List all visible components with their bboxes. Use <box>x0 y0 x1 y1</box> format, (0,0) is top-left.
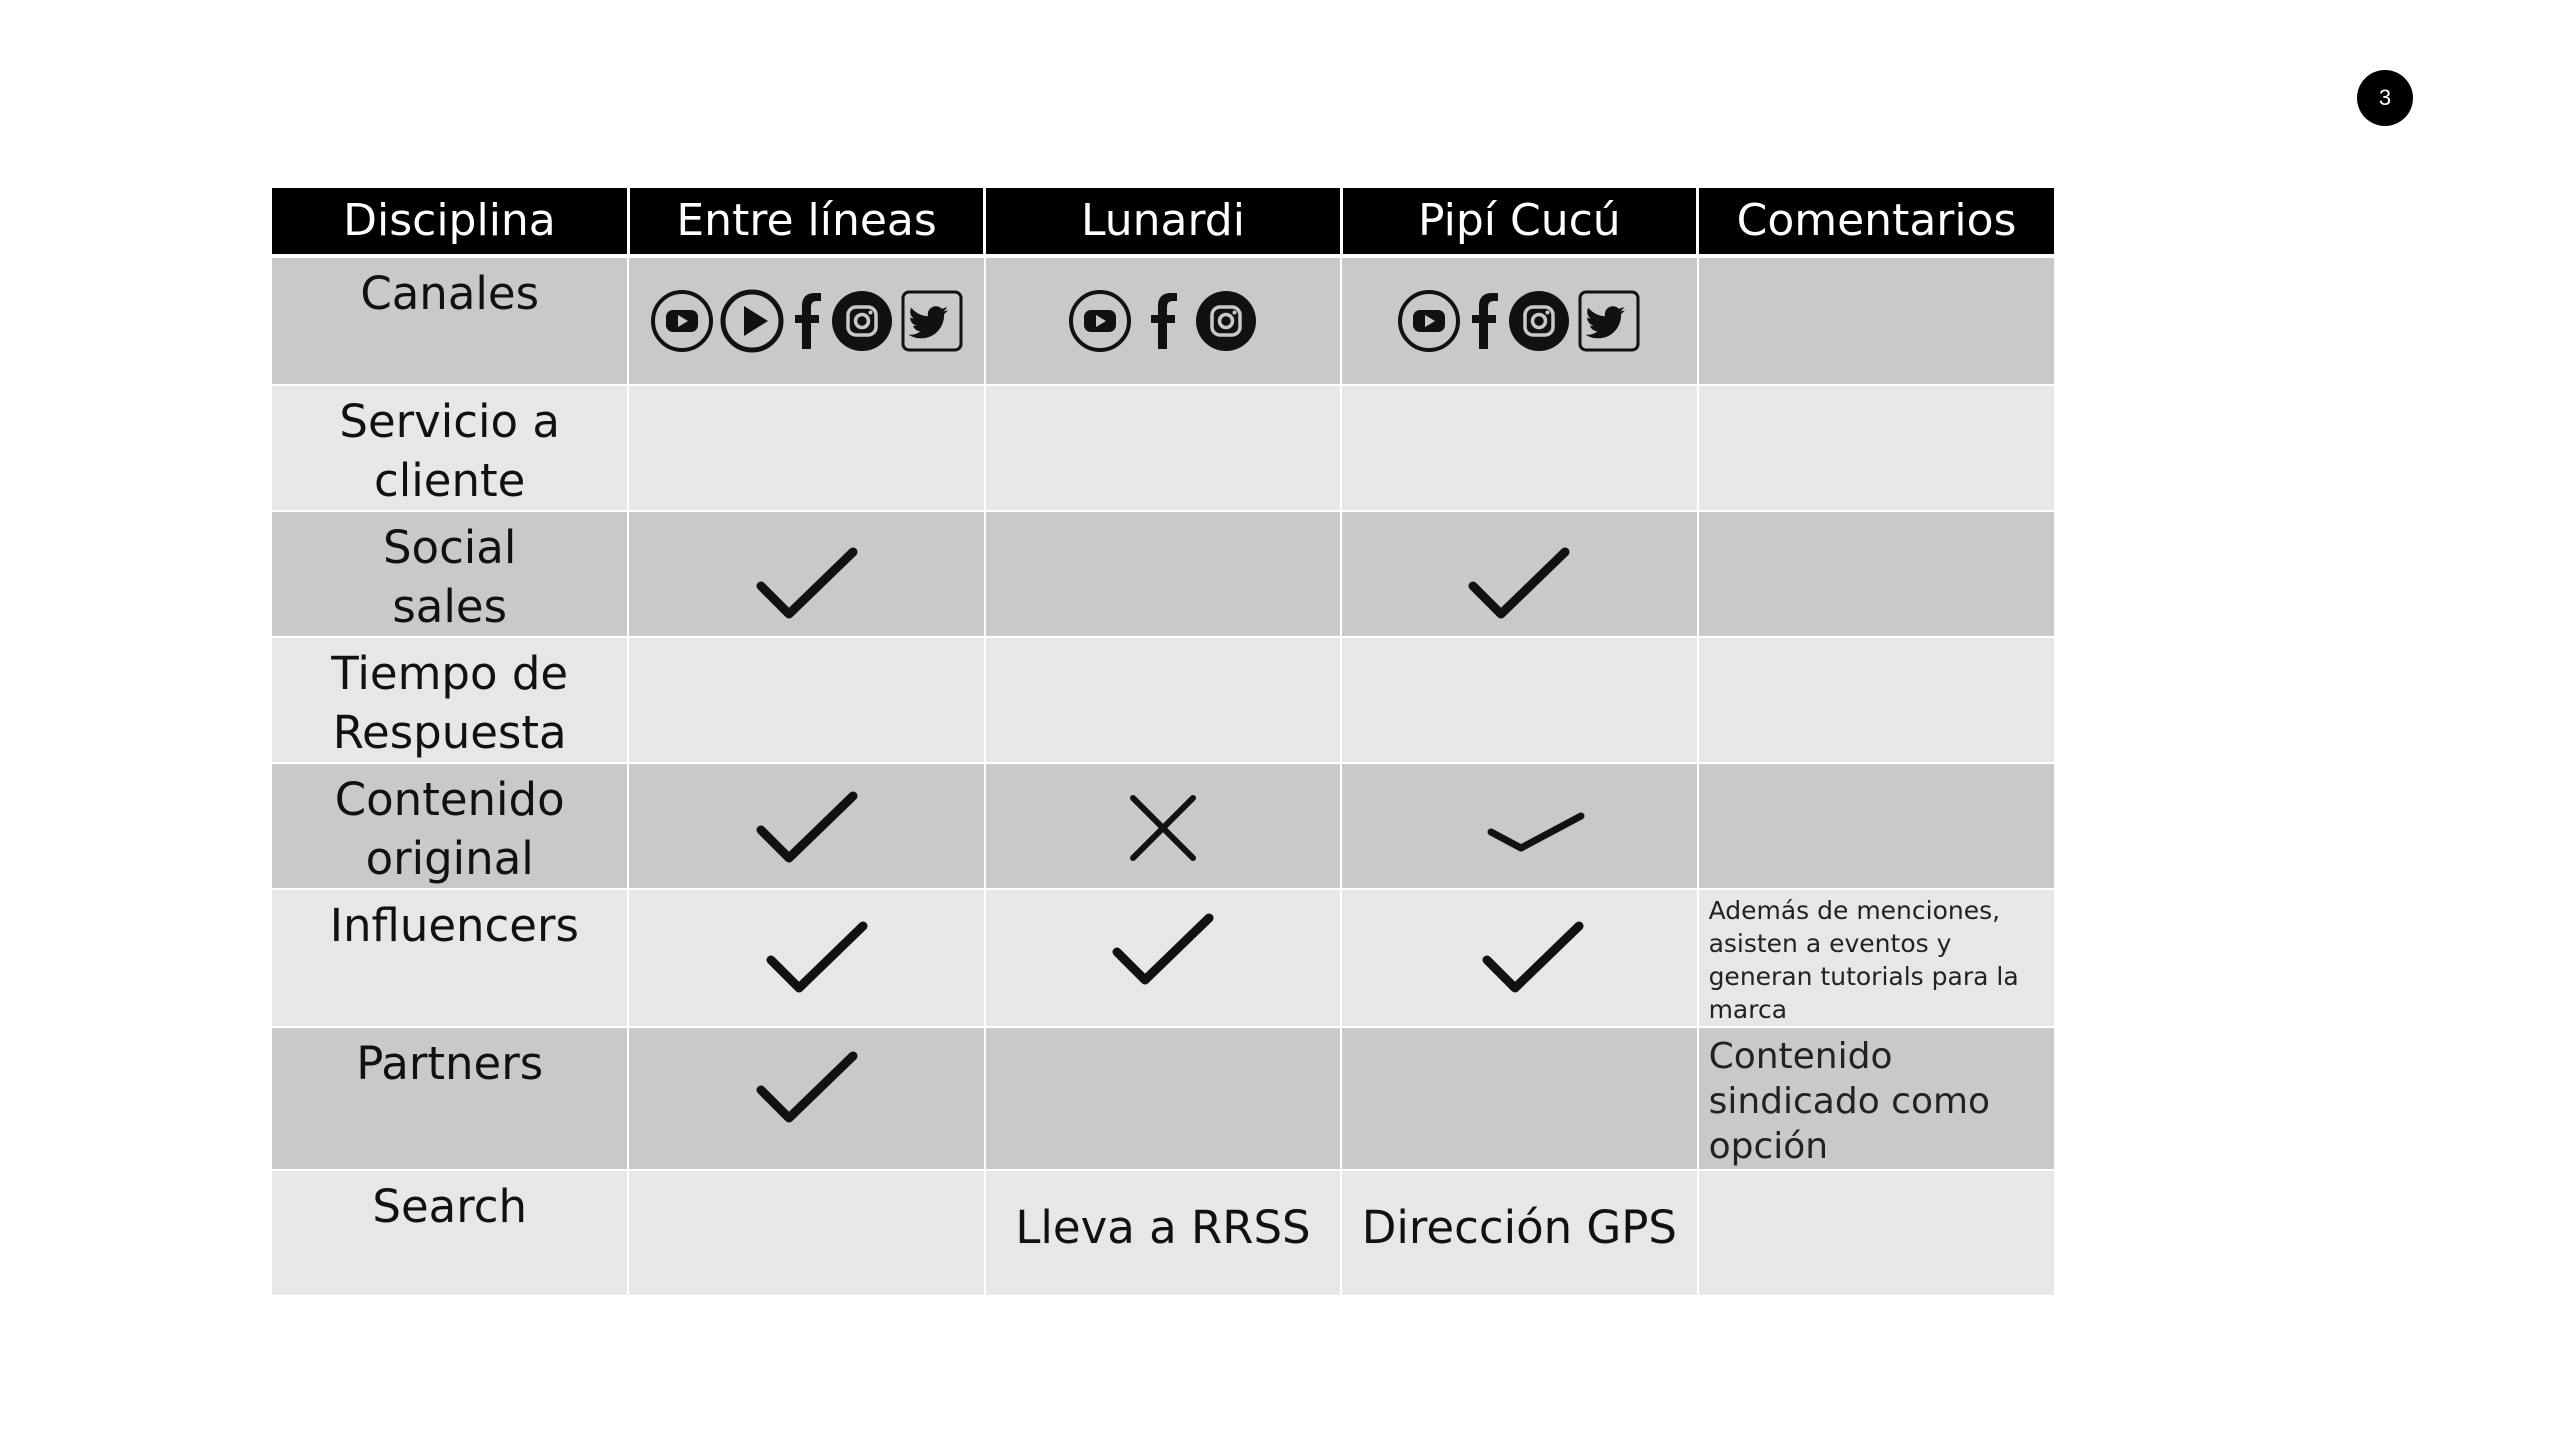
entre-lineas-channels <box>628 256 984 385</box>
pipi-cucu-cell <box>1341 637 1697 763</box>
facebook-icon <box>790 289 824 353</box>
check-icon <box>755 544 859 624</box>
page-number-badge: 3 <box>2357 70 2413 126</box>
table-row <box>272 385 2054 511</box>
pipi-cucu-cell <box>1341 889 1697 1027</box>
row-label: Search <box>272 1170 628 1296</box>
lunardi-cell: Lleva a RRSS <box>985 1170 1341 1296</box>
table-row <box>272 511 2054 637</box>
lunardi-cell <box>985 1027 1341 1170</box>
check-icon <box>1467 544 1571 624</box>
facebook-icon <box>1146 289 1180 353</box>
pipi-cucu-channels <box>1341 256 1697 385</box>
pipi-cucu-cell <box>1341 385 1697 511</box>
check-icon <box>755 1048 859 1128</box>
twitter-icon <box>900 289 964 353</box>
lunardi-cell <box>985 763 1341 889</box>
facebook-icon <box>1467 289 1501 353</box>
header-disciplina: Disciplina <box>272 188 628 256</box>
check-icon <box>1111 910 1215 990</box>
lunardi-cell <box>985 637 1341 763</box>
check-icon <box>1481 918 1585 998</box>
row-label: Canales <box>272 256 628 385</box>
table-row <box>272 1027 2054 1170</box>
lunardi-cell <box>985 385 1341 511</box>
entre-lineas-cell <box>628 889 984 1027</box>
entre-lineas-cell <box>628 1027 984 1170</box>
pipi-cucu-cell: Dirección GPS <box>1341 1170 1697 1296</box>
entre-lineas-cell <box>628 1170 984 1296</box>
check-icon <box>755 788 859 868</box>
entre-lineas-cell <box>628 511 984 637</box>
lunardi-cell <box>985 889 1341 1027</box>
table-header-row <box>272 188 2054 256</box>
entre-lineas-cell <box>628 637 984 763</box>
small-check-icon <box>1485 802 1589 862</box>
comment-cell <box>1698 511 2054 637</box>
lunardi-cell <box>985 511 1341 637</box>
comment-cell <box>1698 763 2054 889</box>
row-label: Servicio a cliente <box>272 385 628 511</box>
row-label: Partners <box>272 1027 628 1170</box>
check-icon <box>765 918 869 998</box>
table-row <box>272 1170 2054 1296</box>
table-row <box>272 763 2054 889</box>
twitter-icon <box>1577 289 1641 353</box>
pipi-cucu-cell <box>1341 763 1697 889</box>
header-lunardi: Lunardi <box>985 188 1341 256</box>
comment-cell: Contenido sindicado como opción <box>1698 1027 2054 1170</box>
comment-cell <box>1698 385 2054 511</box>
comment-cell <box>1698 256 2054 385</box>
pipi-cucu-cell <box>1341 1027 1697 1170</box>
row-label: Tiempo de Respuesta <box>272 637 628 763</box>
youtube-icon <box>650 289 714 353</box>
youtube-icon <box>1397 289 1461 353</box>
row-label: Influencers <box>272 889 628 1027</box>
instagram-icon <box>1507 289 1571 353</box>
youtube-icon <box>1068 289 1132 353</box>
pipi-cucu-cell <box>1341 511 1697 637</box>
play-icon <box>720 289 784 353</box>
entre-lineas-cell <box>628 385 984 511</box>
row-label: Social sales <box>272 511 628 637</box>
header-entre-lineas: Entre líneas <box>628 188 984 256</box>
comment-cell <box>1698 637 2054 763</box>
cross-icon <box>1127 792 1199 864</box>
instagram-icon <box>830 289 894 353</box>
instagram-icon <box>1194 289 1258 353</box>
comment-cell: Además de menciones, asisten a eventos y generan tutorials para la marca <box>1698 889 2054 1027</box>
table-row <box>272 256 2054 385</box>
comparison-table <box>272 188 2054 1297</box>
comment-cell <box>1698 1170 2054 1296</box>
header-pipi-cucu: Pipí Cucú <box>1341 188 1697 256</box>
lunardi-channels <box>985 256 1341 385</box>
header-comentarios: Comentarios <box>1698 188 2054 256</box>
row-label: Contenido original <box>272 763 628 889</box>
table-row <box>272 889 2054 1027</box>
entre-lineas-cell <box>628 763 984 889</box>
table-row <box>272 637 2054 763</box>
